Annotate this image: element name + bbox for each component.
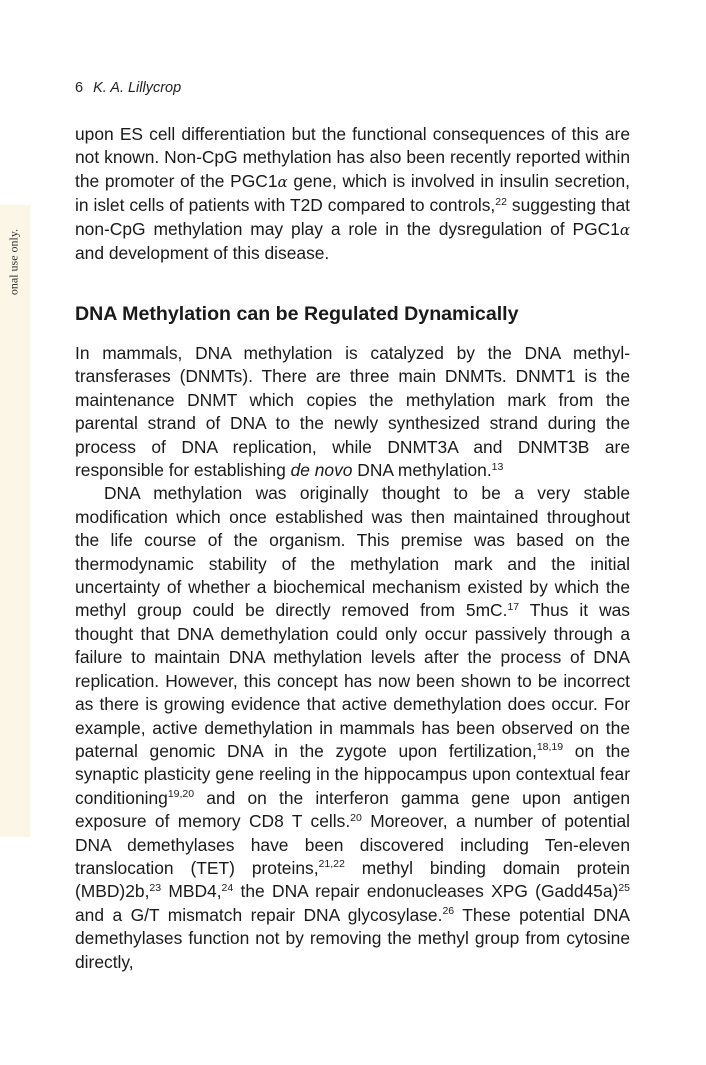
citation-ref: 21,22 [318,858,345,871]
text-run: Thus it was thought that DNA demethylation could only occur passively through a failure to maintain DNA methylation levels after the process of DNA replication. However, this concept has now been shown to be incorrect as there is growing evidence that active demethylation does occur. For example, active demethylation in mammals has been observed on the paternal genomic DNA in the zygote upon fertilization, [75,600,631,761]
text-run: and on the interferon gamma gene upon antigen exposure of memory CD8 T cells. [75,787,630,832]
citation-ref: 20 [350,811,362,824]
page-number: 6 [75,80,84,96]
text-run: DNA methylation was originally thought to be a very stable modification which once established was then maintained throughout the life course of the organism. This premise was based on the thermodynamic stability of the methylation mark and the initial uncertainty of whether a biochemical mechanism existed by which the methyl group could be directly removed from 5mC. [75,483,630,621]
alpha-symbol: α [619,220,630,239]
text-run: upon ES cell differentiation but the functional consequences of this are not known. Non-CpG methylation has also been recently reported within the promoter of the PGC1 [75,124,630,191]
text-run: In mammals, DNA methylation is catalyzed by the DNA methyltransferases (DNMTs). There are three main DNMTs. DNMT1 is the maintenance DNMT which copies the methylation mark from the parental strand of DNA to the newly synthesized strand during the process of DNA replication, while DNMT3A and DNMT3B are responsible for establishing [75,343,630,481]
text-run: and development of this disease. [75,243,330,264]
paragraph-1-text [75,123,630,265]
text-run: These potential DNA demethylases function not by removing the methyl group from cytosine directly, [75,904,630,972]
text-run: suggesting that non-CpG methylation may play a role in the dysregulation of PGC1 [75,195,630,239]
text-run: DNA methylation. [352,460,492,481]
section-heading: DNA Methylation can be Regulated Dynamically [75,303,519,325]
margin-note: onal use only. [6,228,21,296]
paragraph-1 [75,123,630,265]
citation-ref: 24 [221,881,234,894]
citation-ref: 19,20 [167,788,195,801]
running-header [75,80,181,96]
text-run: Moreover, a number of potential DNA demethylases have been discovered including Ten-eleven translocation (TET) proteins, [75,811,630,878]
text-run: the DNA repair endonucleases XPG (Gadd45a) [233,881,619,902]
text-run: methyl binding domain protein (MBD)2b, [75,857,630,902]
text-run: gene, which is involved in insulin secretion, in islet cells of patients with T2D compared to controls, [75,170,630,216]
margin-strip [0,205,30,837]
alpha-symbol: α [277,172,288,191]
citation-ref: 13 [491,460,504,473]
citation-ref: 17 [507,600,520,613]
citation-ref: 26 [442,905,455,918]
citation-ref: 25 [618,881,630,894]
running-author: K. A. Lillycrop [93,80,182,96]
citation-ref: 23 [149,881,162,894]
paragraph-3 [75,482,630,974]
citation-ref: 18,19 [536,741,564,754]
italic-term: de novo [290,460,353,481]
section-body [75,342,630,974]
text-run: and a G/T mismatch repair DNA glycosylase. [75,904,443,925]
citation-ref: 22 [495,195,507,208]
paragraph-2 [75,342,630,482]
text-run: MBD4, [161,881,222,902]
text-run: on the synaptic plasticity gene reeling in the hippocampus upon contextual fear conditioning [75,740,631,808]
